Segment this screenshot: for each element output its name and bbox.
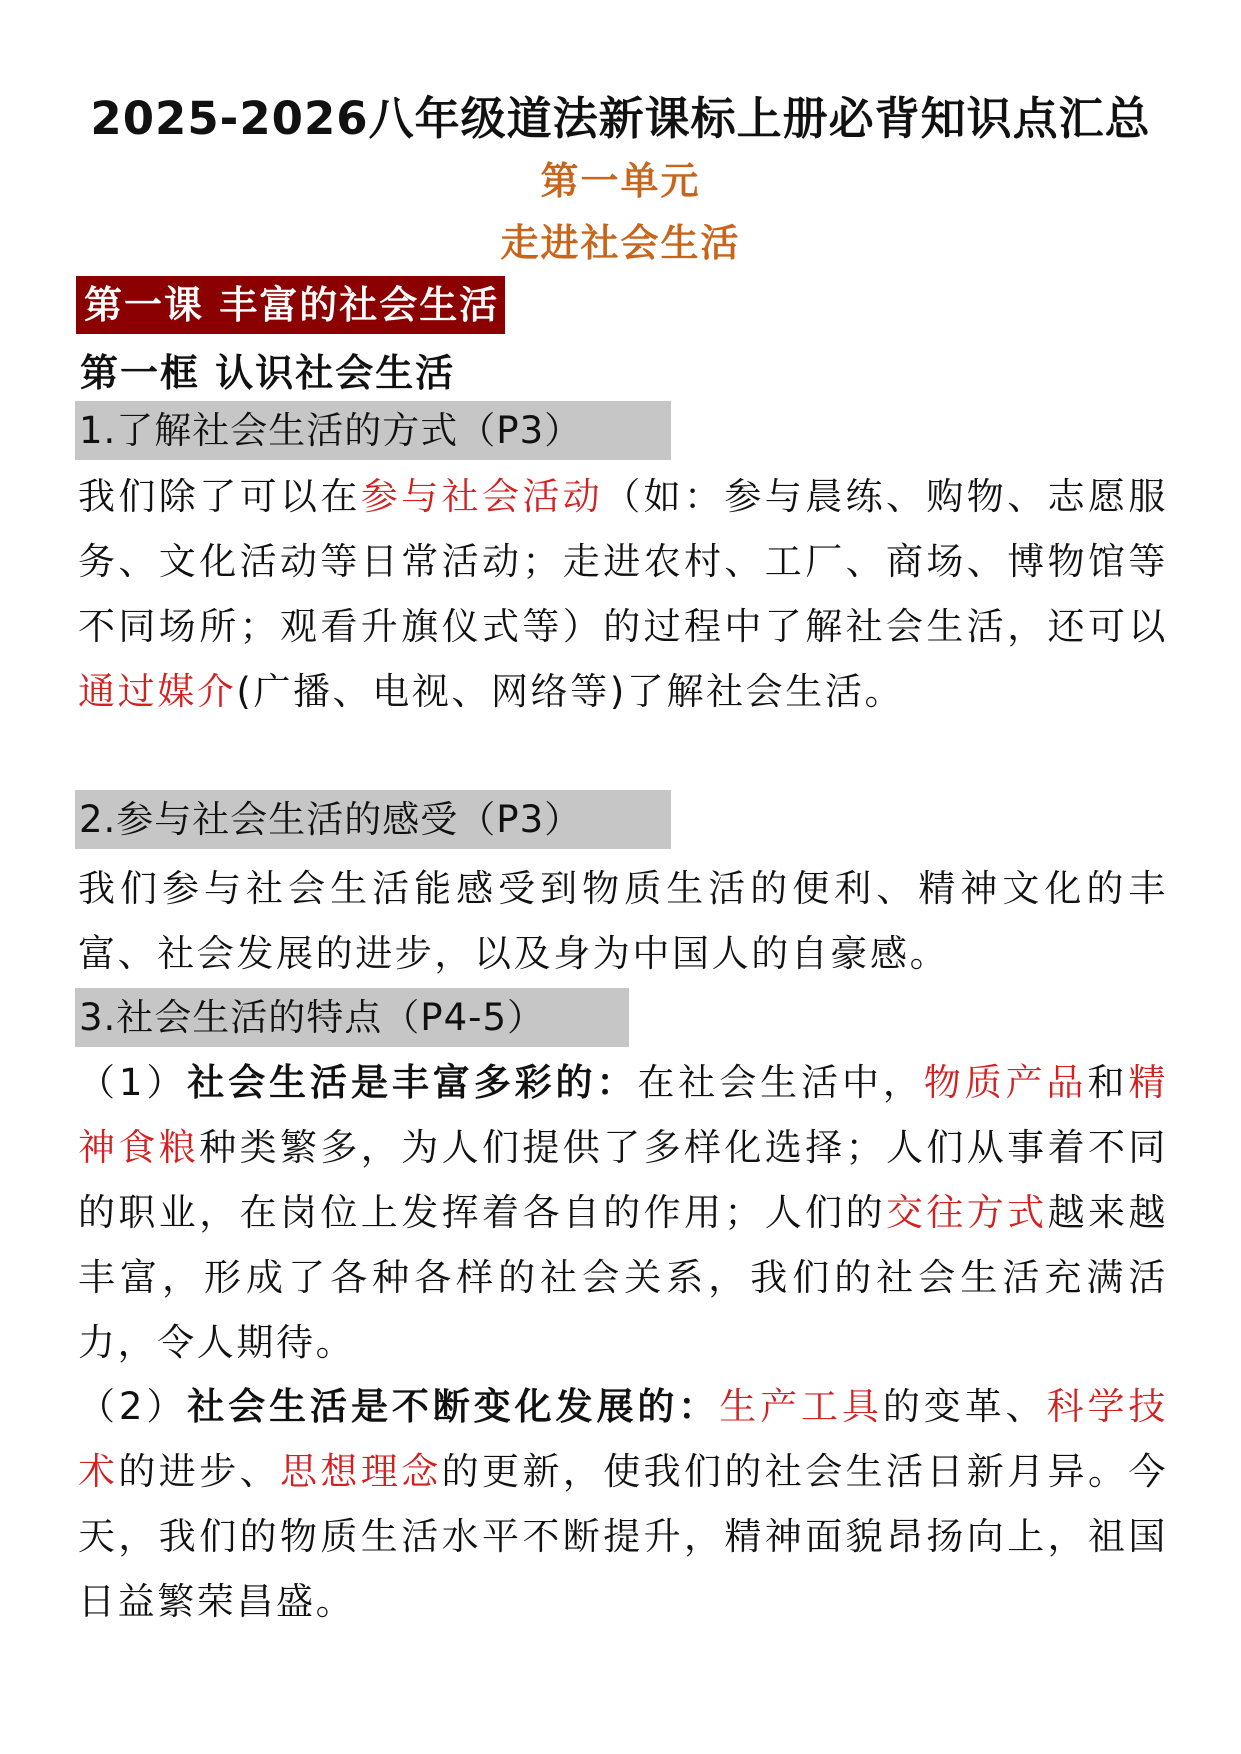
text-segment: 越来越丰富，形成了各种各样的社会关系，我们的社会生活充满活力，令人期待。 xyxy=(78,1191,1168,1364)
keyword-highlight: 生产工具 xyxy=(719,1385,883,1428)
text-segment: 我们参与社会生活能感受到物质生活的便利、精神文化的丰富、社会发展的进步，以及身为中国人的自豪感。 xyxy=(78,867,1168,975)
keyword-highlight: 通过媒介 xyxy=(78,670,237,713)
point-title: 社会生活是丰富多彩的： xyxy=(187,1061,638,1104)
point-number: （1） xyxy=(78,1061,188,1104)
section-heading-1: 1.了解社会生活的方式（P3） xyxy=(75,401,671,460)
keyword-highlight: 物质产品 xyxy=(923,1061,1088,1104)
keyword-highlight: 思想理念 xyxy=(280,1450,442,1493)
section-2-paragraph xyxy=(78,856,1168,986)
keyword-highlight: 科学技术 xyxy=(78,1385,1168,1493)
keyword-highlight: 交往方式 xyxy=(885,1191,1048,1234)
text-segment: 和 xyxy=(1087,1061,1129,1104)
text-segment: 种类繁多，为人们提供了多样化选择；人们从事着不同的职业，在岗位上发挥着各自的作用；人们的 xyxy=(78,1126,1168,1234)
keyword-highlight: 精神食粮 xyxy=(78,1061,1168,1169)
section-3-point-1 xyxy=(78,1050,1168,1375)
text-segment: （如：参与晨练、购物、志愿服务、文化活动等日常活动；走进农村、工厂、商场、博物馆等不同场所；观看升旗仪式等）的过程中了解社会生活，还可以 xyxy=(78,475,1168,648)
section-heading-2: 2.参与社会生活的感受（P3） xyxy=(75,790,671,849)
text-segment: (广播、电视、网络等)了解社会生活。 xyxy=(236,670,905,713)
text-segment: 在社会生活中， xyxy=(637,1061,924,1104)
unit-title: 第一单元 xyxy=(540,159,701,203)
text-segment: 的变革、 xyxy=(882,1385,1047,1428)
keyword-highlight: 参与社会活动 xyxy=(360,475,604,518)
unit-name: 走进社会生活 xyxy=(500,221,741,265)
document-title: 2025-2026八年级道法新课标上册必背知识点汇总 xyxy=(90,92,1151,145)
section-1-paragraph xyxy=(78,464,1168,724)
frame-heading: 第一框 认识社会生活 xyxy=(80,351,456,395)
point-title: 社会生活是不断变化发展的： xyxy=(187,1385,720,1428)
section-3-point-2 xyxy=(78,1374,1168,1634)
text-segment: 的进步、 xyxy=(118,1450,281,1493)
text-segment: 我们除了可以在 xyxy=(78,475,361,518)
text-segment: 的更新，使我们的社会生活日新月异。今天，我们的物质生活水平不断提升，精神面貌昂扬向上，祖国日益繁荣昌盛。 xyxy=(78,1450,1169,1623)
point-number: （2） xyxy=(78,1385,188,1428)
section-heading-3: 3.社会生活的特点（P4-5） xyxy=(75,988,629,1047)
lesson-heading: 第一课 丰富的社会生活 xyxy=(76,276,505,334)
